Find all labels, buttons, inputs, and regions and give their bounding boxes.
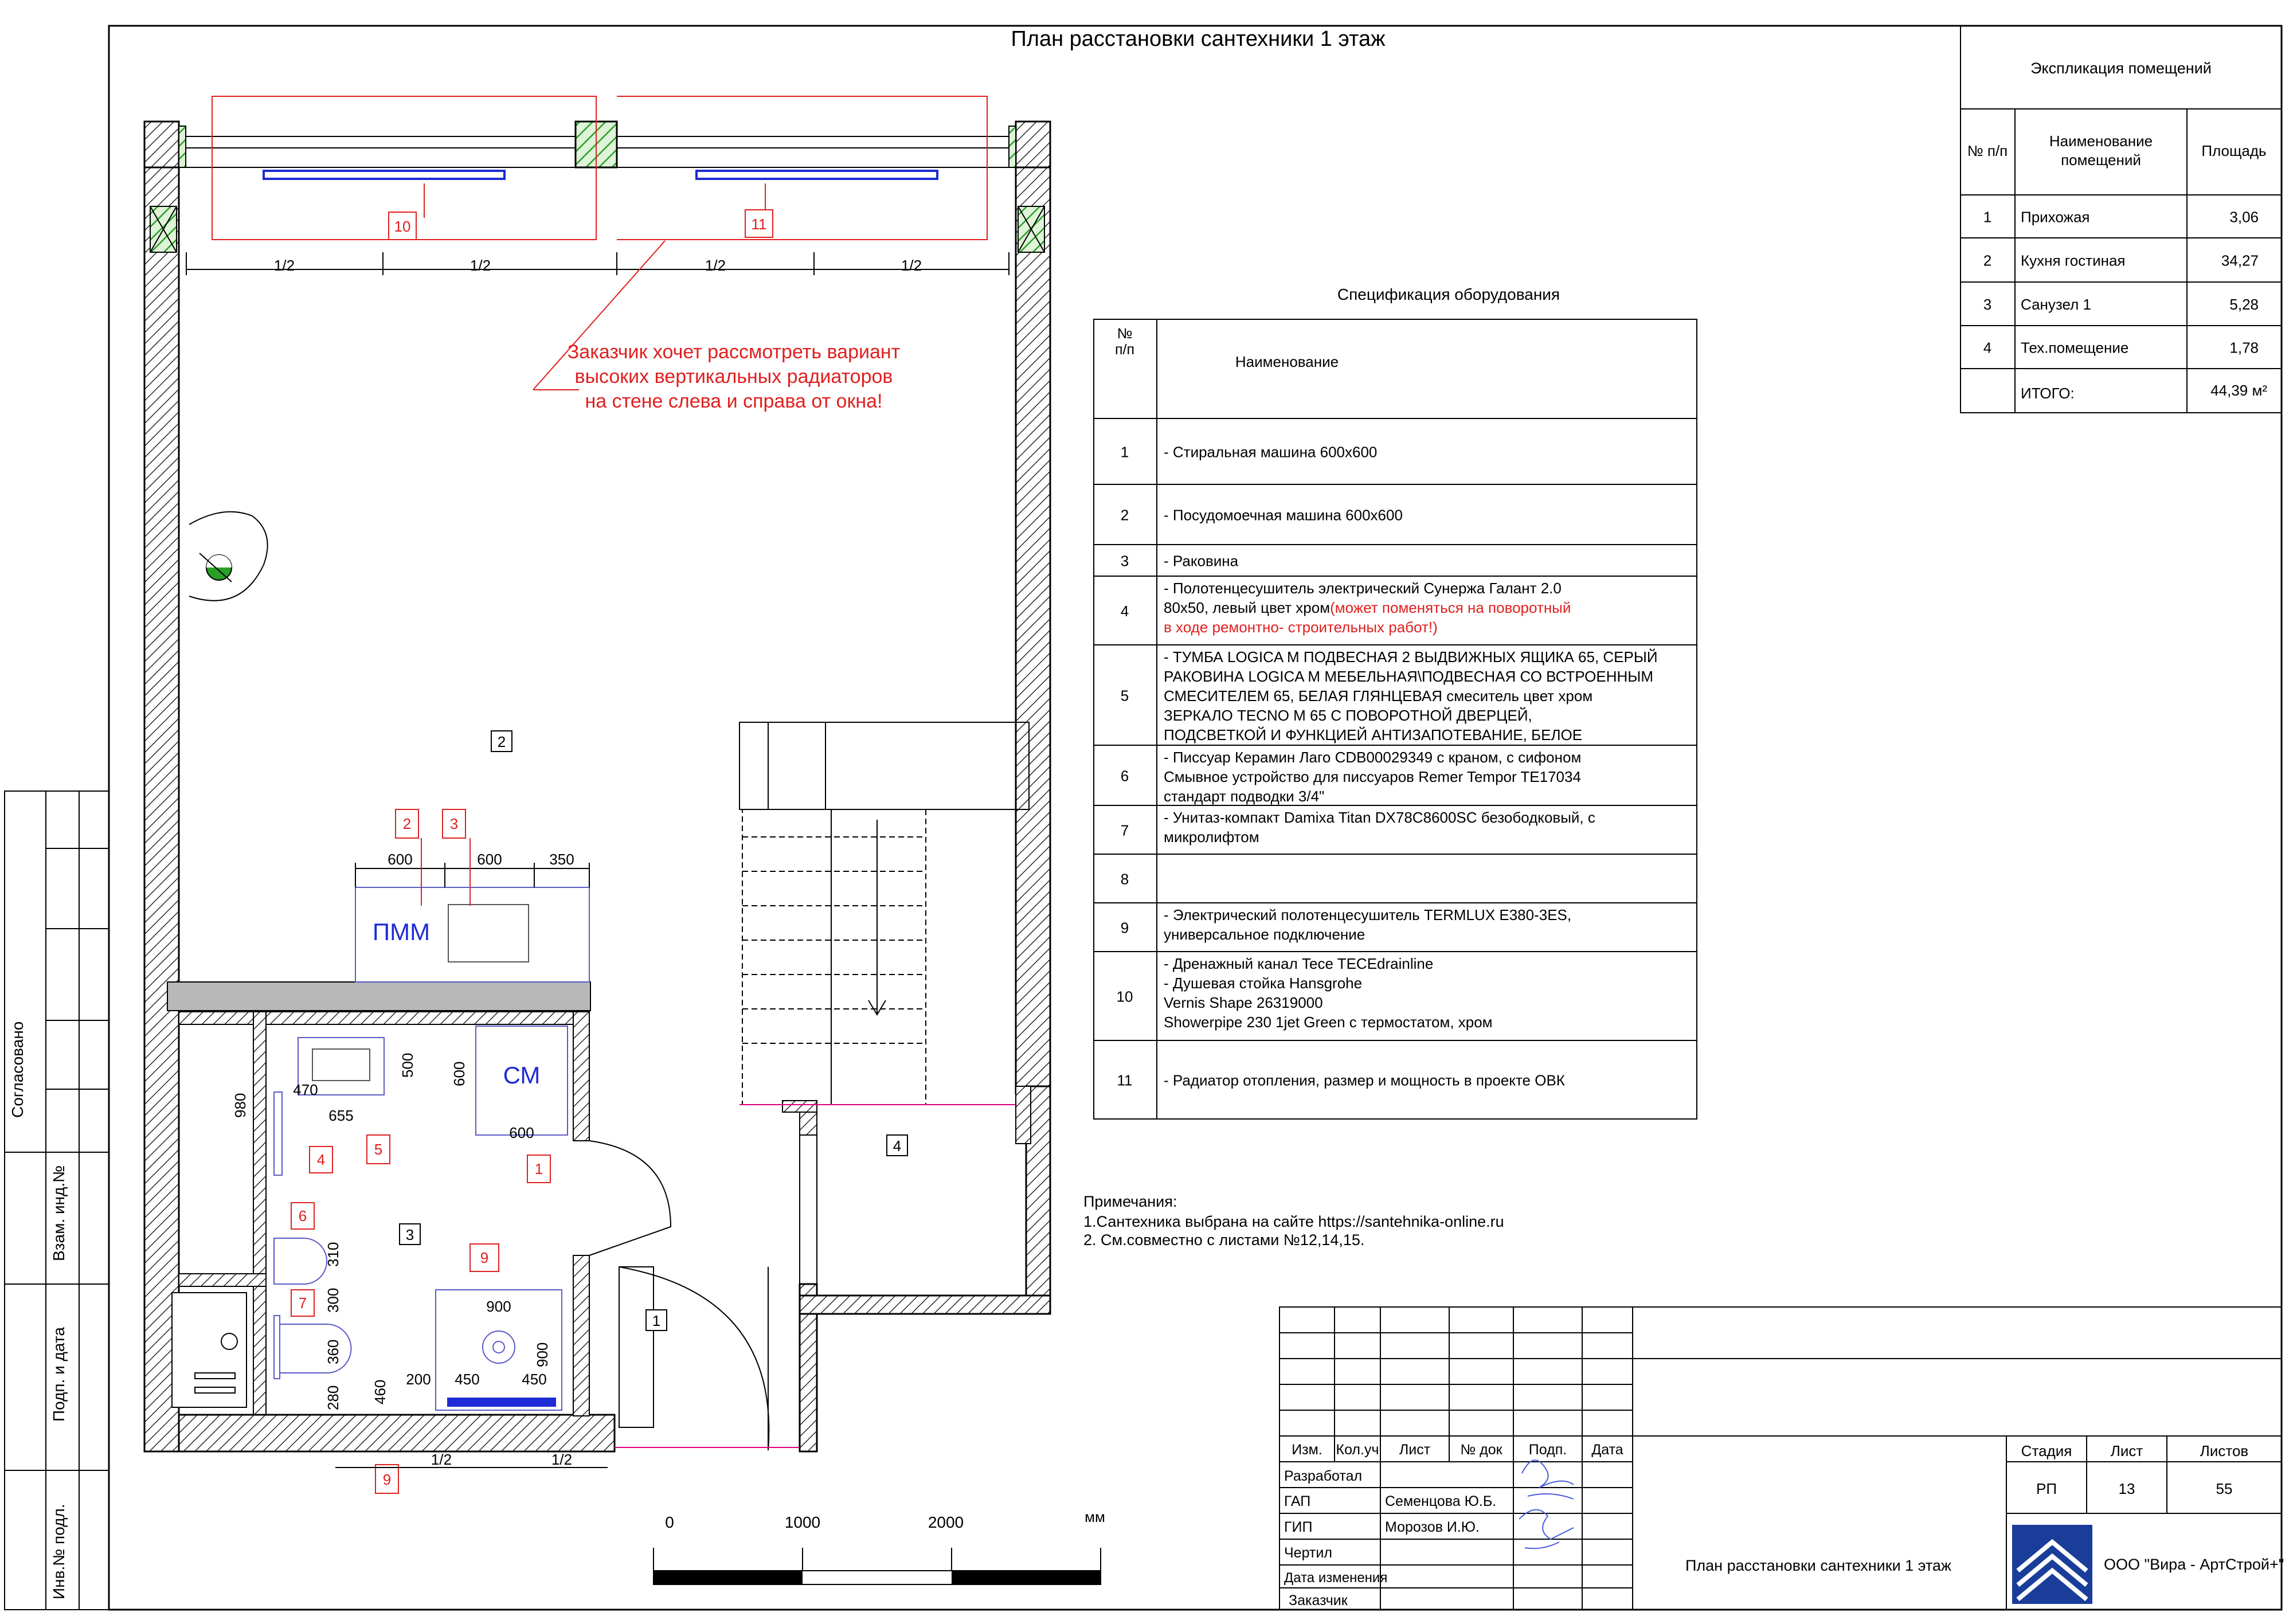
stamp-col-header: № док [1460,1442,1502,1458]
dim-bath: 300 [324,1288,342,1313]
dim-kitchen: 350 [549,851,574,868]
spec-row-text: РАКОВИНА LOGICA M МЕБЕЛЬНАЯ\ПОДВЕСНАЯ СО ВСТРОЕННЫМ [1164,668,1653,685]
tech-room-wall [800,1296,1050,1314]
explication-row-area: 5,28 [2229,296,2259,313]
sink [448,905,529,962]
spec-row-text: - Раковина [1164,552,1239,570]
scale-bar [654,1548,1101,1584]
stamp-role: Разработал [1284,1468,1363,1484]
radiator-dimension [186,183,1009,275]
explication-total-label: ИТОГО: [2021,385,2075,402]
spec-row-text: - Стиральная машина 600х600 [1164,443,1378,461]
dim-bath: 900 [486,1298,511,1315]
explication-row-area: 1,78 [2229,339,2259,357]
spec-row-text: - Унитаз-компакт Damixa Titan DX78C8600SC безободковый, с [1164,809,1595,826]
dim-bath: 600 [451,1061,468,1086]
scale-label: 0 [665,1513,674,1531]
sheets-value: 55 [2216,1480,2233,1497]
dim-radiator-half: 1/2 [901,257,922,274]
notes-title: Примечания: [1083,1193,1177,1210]
dim-bath: 360 [324,1339,342,1364]
notes-line: 2. См.совместно с листами №12,14,15. [1083,1231,1365,1249]
item-tag: 5 [374,1141,383,1158]
page-title: План расстановки сантехники 1 этаж [1011,27,1386,51]
dim-bath: 200 [406,1371,431,1388]
client-note-line: на стене слева и справа от окна! [585,390,883,412]
dim-bath: 310 [324,1242,342,1267]
wall-right [1016,122,1050,1093]
spec-row-text: Vernis Shape 26319000 [1164,994,1323,1011]
spec-row-text: Showerpipe 230 1jet Green с термостатом, хром [1164,1013,1493,1031]
signature [1519,1510,1574,1549]
bathroom-wall-top [265,1012,589,1024]
explication-title: Экспликация помещений [2030,60,2212,77]
client-note-line: высоких вертикальных радиаторов [574,366,893,388]
spec-row-text: - Душевая стойка Hansgrohe [1164,975,1363,992]
stamp-name: Морозов И.Ю. [1385,1519,1480,1535]
dim-bottom-half: 1/2 [551,1451,573,1468]
stage-header: Стадия [2021,1442,2072,1459]
explication-header-num: № п/п [1967,142,2008,159]
door-swing [189,512,268,601]
dim-bath: 450 [522,1371,547,1388]
explication-row-area: 3,06 [2229,208,2259,226]
notes-line: 1.Сантехника выбрана на сайте https://santehnika-online.ru [1083,1213,1504,1230]
stamp-role: Заказчик [1289,1592,1348,1609]
stamp-role: ГАП [1284,1493,1311,1509]
signature [1522,1460,1574,1499]
sheet-value: 13 [2118,1480,2135,1497]
dim-bath: 460 [371,1379,389,1404]
sheets-header: Листов [2200,1442,2249,1459]
stamp-col-header: Дата [1591,1442,1623,1458]
side-stamp-agreed: Согласовано [9,1021,26,1118]
spec-row-text: универсальное подключение [1164,926,1365,943]
item-tag: 6 [298,1207,307,1224]
dim-kitchen: 600 [388,851,413,868]
explication-row-area: 34,27 [2221,252,2259,269]
item-tag: 4 [316,1151,326,1168]
stage-value: РП [2036,1480,2057,1497]
spec-row-num: 2 [1120,506,1129,524]
towel-warmer [274,1092,282,1175]
dim-bath: 470 [293,1081,318,1098]
dim-bath: 980 [232,1093,249,1118]
wall-left [144,122,179,1451]
explication-row-name: Тех.помещение [2021,339,2129,357]
explication-row-num: 4 [1983,339,1992,357]
explication-row-num: 2 [1983,252,1992,269]
floor-plan [144,96,1050,1493]
room-tag: 2 [497,733,506,750]
spec-row-text: - Радиатор отопления, размер и мощность в проекте ОВК [1164,1071,1565,1089]
spec-row-text: - Посудомоечная машина 600х600 [1164,506,1403,524]
dim-bath: 600 [509,1124,534,1141]
dim-radiator-half: 1/2 [273,257,295,274]
washing-machine-label: СМ [503,1062,541,1089]
entrance-door [619,1267,654,1427]
stamp-role: Дата изменения [1284,1570,1388,1586]
item-tag: 9 [480,1249,489,1266]
side-stamp-inv-orig: Инв.№ подл. [50,1504,68,1599]
spec-row-num: 10 [1116,988,1133,1005]
staircase [739,722,1029,1112]
spec-row-note: в ходе ремонтно- строительных работ!) [1164,619,1438,636]
stamp-name: Семенцова Ю.Б. [1385,1493,1497,1509]
item-tag: 2 [402,815,412,832]
spec-row-text: - Полотенцесушитель электрический Сунержа Галант 2.0 [1164,580,1562,597]
spec-row-text: - Дренажный канал Tece TECEdrainline [1164,955,1434,972]
stamp-role: ГИП [1284,1519,1313,1535]
wall-bottom [179,1415,615,1451]
spec-row-text: Смывное устройство для писсуаров Remer Tempor TE17034 [1164,768,1581,785]
spec-row-text: микролифтом [1164,828,1259,846]
kitchen-partition [167,982,590,1011]
spec-row-num: 9 [1120,919,1129,937]
explication-row-num: 3 [1983,296,1992,313]
stamp-col-header: Лист [1399,1442,1431,1458]
stamp-col-header: Изм. [1292,1442,1322,1458]
dim-radiator-half: 1/2 [705,257,726,274]
dim-radiator-half: 1/2 [469,257,491,274]
sheet-header: Лист [2110,1442,2143,1459]
company-name: ООО "Вира - АртСтрой+" [2104,1556,2284,1573]
spec-row-num: 1 [1120,443,1129,461]
explication-header-name: Наименование [2049,132,2153,150]
spec-row-num: 4 [1120,602,1129,620]
door-swing [589,1141,671,1255]
radiator-right [696,171,937,179]
room-tag: 4 [893,1137,902,1155]
spec-row-num: 3 [1120,552,1129,570]
spec-row-num: 6 [1120,767,1129,785]
dim-kitchen: 600 [477,851,502,868]
spec-row-num: 7 [1120,821,1129,839]
explication-header-area: Площадь [2201,142,2267,159]
stamp-role: Чертил [1284,1545,1332,1561]
spec-row-note: (может поменяться на поворотный [1330,599,1571,616]
spec-row-text: - Писсуар Керамин Лаго CDB00029349 с краном, с сифоном [1164,749,1582,766]
item-tag: 9 [382,1471,392,1488]
spec-row-text: 80х50, левый цвет хром [1164,599,1331,616]
item-tag: 10 [394,218,411,235]
explication-row-num: 1 [1983,208,1992,226]
radiator-left [264,171,504,179]
spec-row-text: - ТУМБА LOGICA M ПОДВЕСНАЯ 2 ВЫДВИЖНЫХ ЯЩИКА 65, СЕРЫЙ [1164,648,1658,666]
dim-bottom-half: 1/2 [431,1451,452,1468]
dim-bath: 900 [534,1342,551,1367]
spec-row-text: стандарт подводки 3/4" [1164,788,1325,805]
dim-bath: 280 [324,1385,342,1410]
drawing-title: План расстановки сантехники 1 этаж [1685,1557,1952,1574]
spec-row-text: СМЕСИТЕЛЕМ 65, БЕЛАЯ ГЛЯНЦЕВАЯ смеситель цвет хром [1164,687,1593,705]
side-stamp-sign-date: Подп. и дата [50,1327,68,1422]
item-tag: 11 [751,216,767,233]
spec-header-num: № [1117,326,1133,342]
side-stamp-replace-inv: Взам. инд.№ [50,1165,68,1261]
drain-channel [447,1398,556,1407]
urinal [274,1238,327,1284]
spec-row-text: ПОДСВЕТКОЙ И ФУНКЦИЕЙ АНТИЗАПОТЕВАНИЕ, БЕЛОЕ [1164,726,1583,743]
stamp-col-header: Подп. [1528,1442,1567,1458]
spec-row-text: ЗЕРКАЛО TECNO M 65 С ПОВОРОТНОЙ ДВЕРЦЕЙ, [1164,707,1532,724]
explication-row-name: Прихожая [2021,208,2090,226]
scale-label: 2000 [928,1513,964,1531]
spec-title: Спецификация оборудования [1337,285,1560,303]
spec-row-num: 11 [1117,1071,1133,1089]
spec-rows [1117,444,1658,1089]
spec-header-name: Наименование [1235,353,1339,370]
spec-header-num: п/п [1114,342,1135,358]
spec-row-num: 5 [1120,687,1129,705]
explication-row-name: Кухня гостиная [2021,252,2126,269]
room-tag: 1 [652,1312,661,1329]
dishwasher-label: ПММ [372,918,431,945]
stamp-col-header: Кол.уч [1336,1442,1379,1458]
scale-unit: мм [1085,1508,1105,1525]
room-tag: 3 [405,1226,414,1243]
spec-row-text: - Электрический полотенцесушитель TERMLUX E380-3ES, [1164,906,1572,923]
dim-bath: 655 [328,1107,354,1124]
item-tag: 1 [534,1160,543,1177]
dim-bath: 450 [455,1371,480,1388]
scale-label: 1000 [784,1513,821,1531]
client-note-line: Заказчик хочет рассмотреть вариант [567,341,901,363]
explication-header-name: помещений [2061,151,2141,169]
bathroom-wall-left [253,1012,266,1451]
item-tag: 3 [449,815,459,832]
company-logo [2012,1525,2092,1604]
dim-bath: 500 [399,1052,416,1078]
explication-row-name: Санузел 1 [2021,296,2091,313]
explication-total-area: 44,39 м² [2210,382,2267,399]
item-tag: 7 [298,1294,307,1312]
spec-row-num: 8 [1120,870,1129,888]
